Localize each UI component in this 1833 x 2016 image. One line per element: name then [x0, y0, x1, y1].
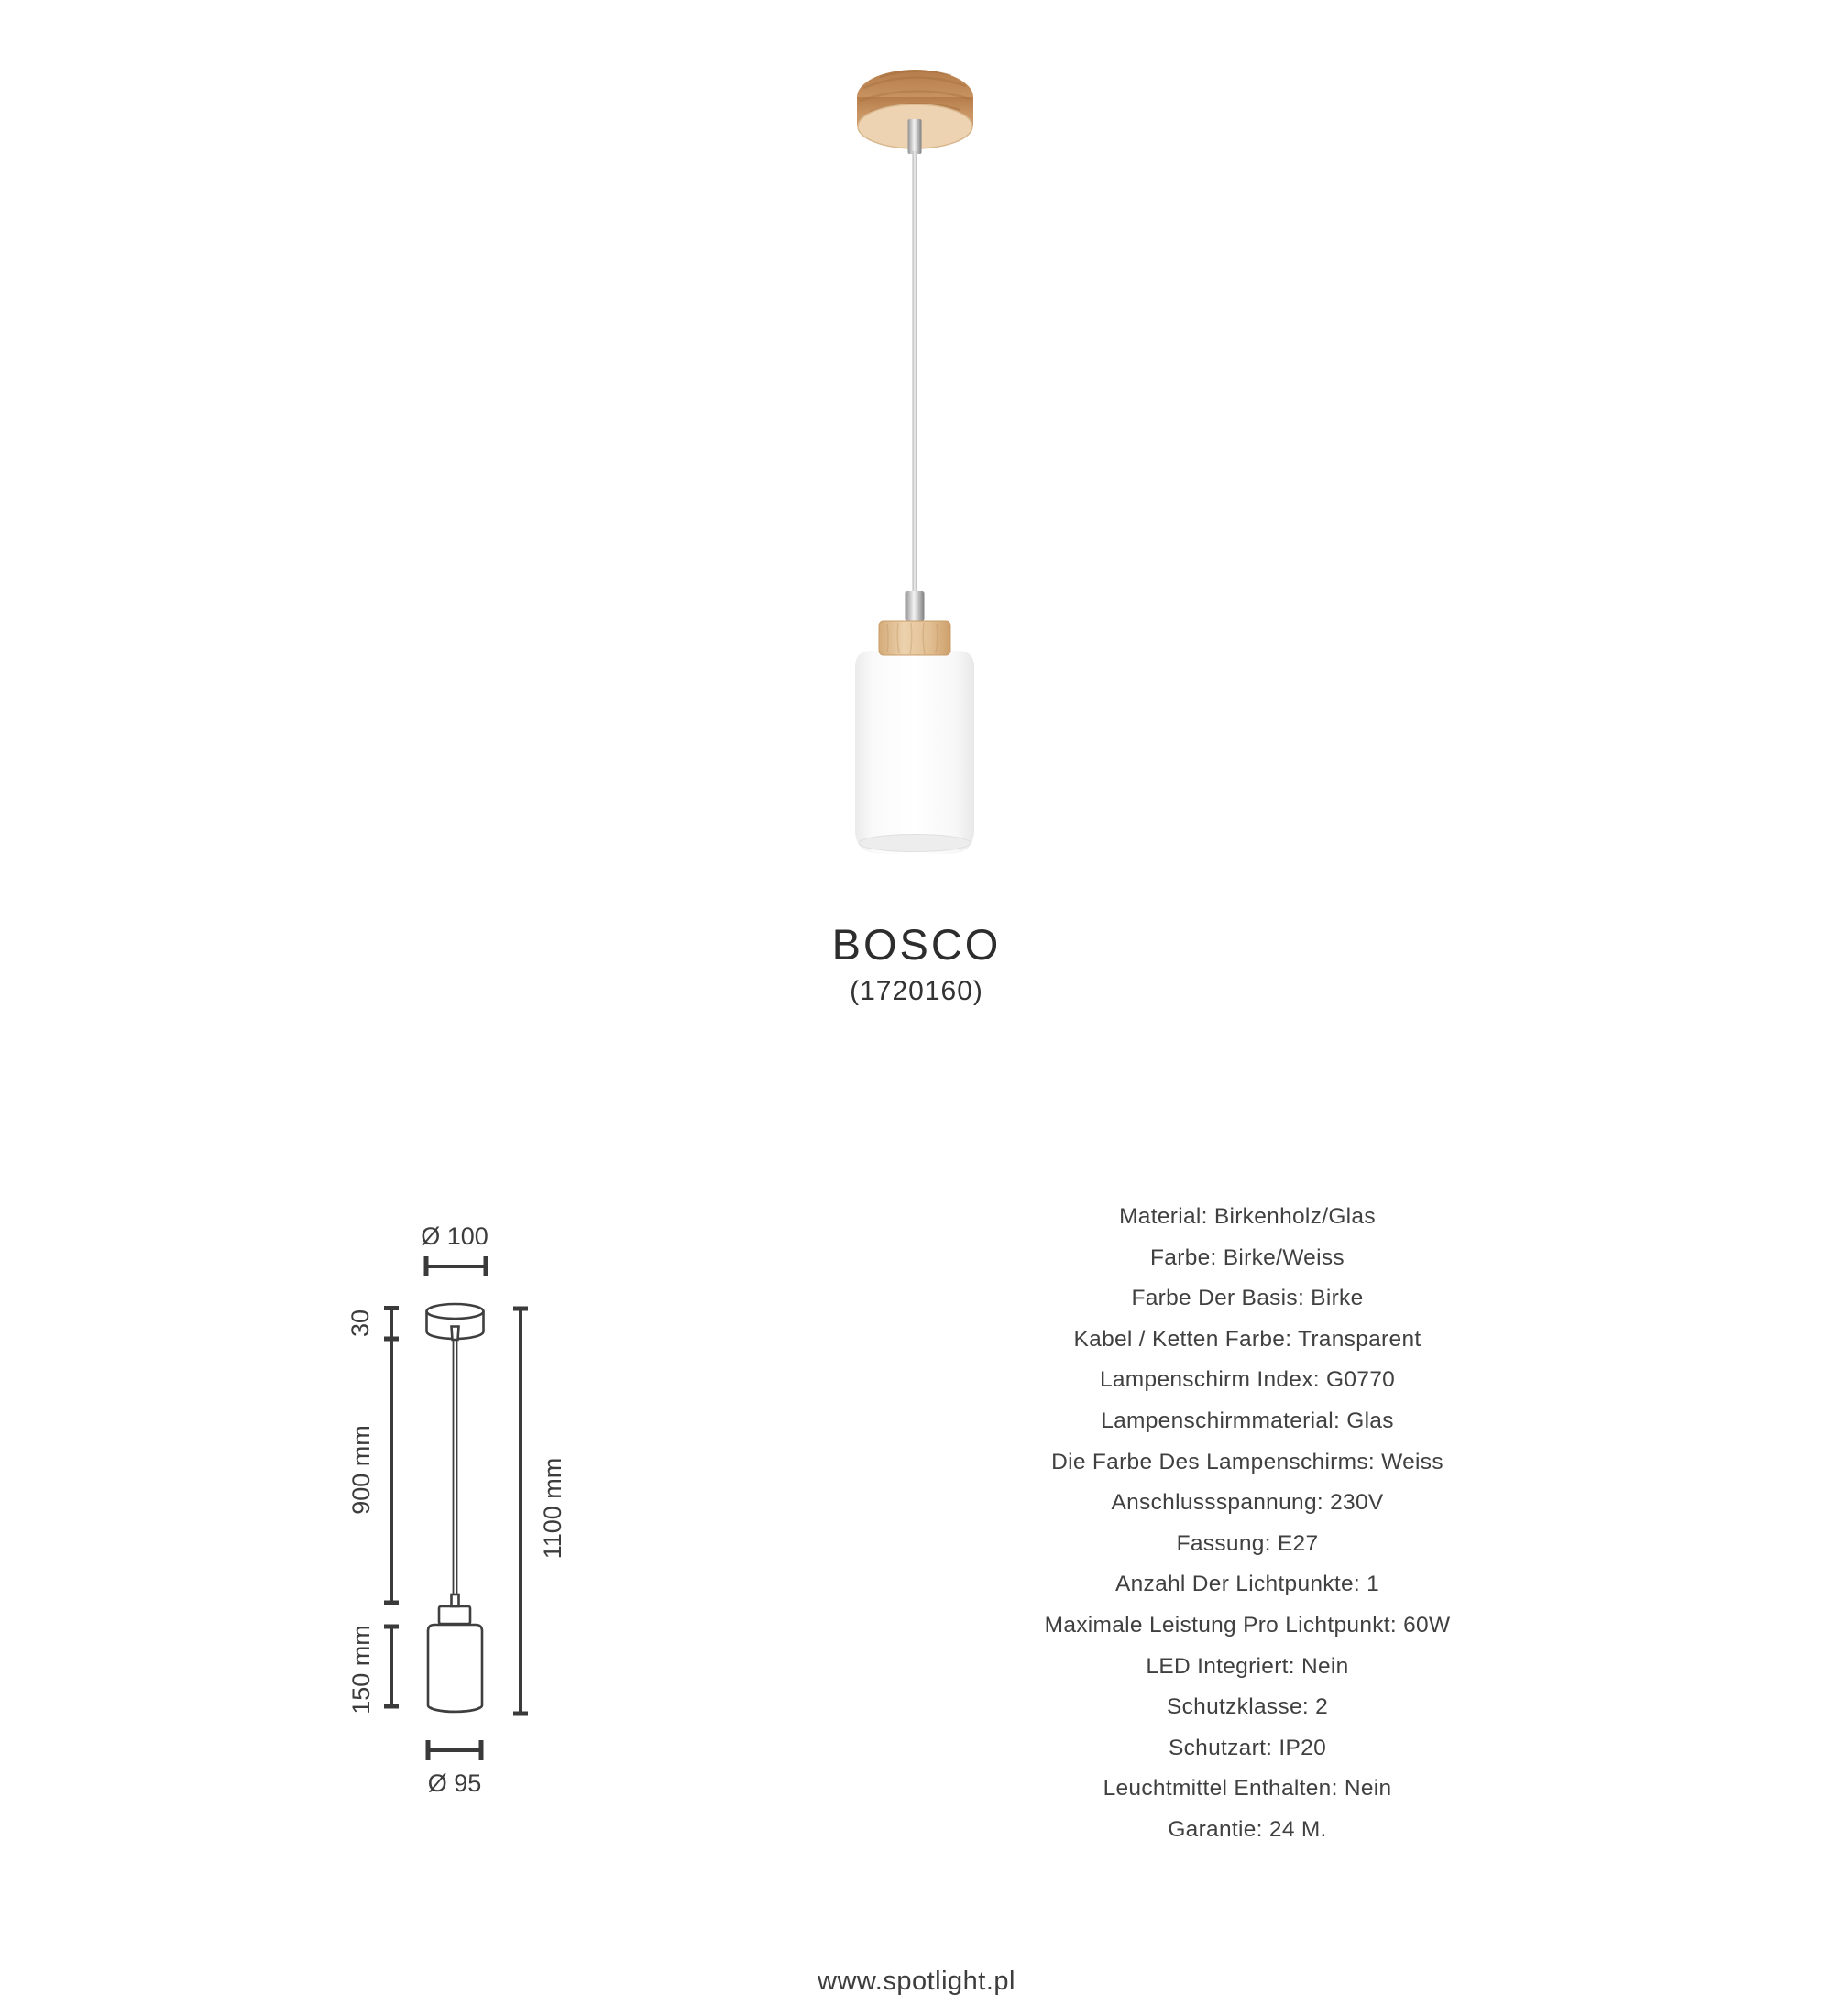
- specs-list: [881, 1197, 1614, 1851]
- canopy-outline: [427, 1304, 484, 1340]
- total-height-dim: [513, 1309, 528, 1714]
- pendant-cable: [913, 151, 917, 609]
- product-code: (1720160): [850, 975, 983, 1006]
- shade-diameter-label: Ø 95: [427, 1769, 482, 1797]
- shade-bottom-rim: [859, 835, 971, 852]
- spec-line: Material: Birkenholz/Glas: [1119, 1204, 1376, 1229]
- spec-line: Farbe: Birke/Weiss: [1150, 1244, 1345, 1270]
- spec-line: Lampenschirm Index: G0770: [1099, 1367, 1396, 1393]
- glass-shade: [855, 651, 974, 854]
- spec-line: Fassung: E27: [1176, 1530, 1319, 1556]
- cord-length-dim: [384, 1339, 399, 1603]
- cable-outline: [454, 1340, 457, 1594]
- spec-line: Leuchtmittel Enthalten: Nein: [1103, 1776, 1392, 1802]
- spec-line: LED Integriert: Nein: [1146, 1653, 1349, 1679]
- dimension-drawing: [330, 1210, 587, 1814]
- product-photo: [797, 55, 1036, 861]
- spec-line: Lampenschirmmaterial: Glas: [1101, 1408, 1394, 1433]
- shade-height-dim: [384, 1627, 399, 1706]
- canopy-diameter-dim: [426, 1256, 486, 1276]
- canopy-height-dim: [384, 1309, 399, 1340]
- spec-line: Maximale Leistung Pro Lichtpunkt: 60W: [1044, 1612, 1451, 1638]
- spec-line: Farbe Der Basis: Birke: [1131, 1286, 1364, 1311]
- spec-line: Die Farbe Des Lampenschirms: Weiss: [1051, 1449, 1443, 1474]
- cable-connector: [906, 591, 925, 621]
- spec-line: Schutzklasse: 2: [1166, 1694, 1329, 1720]
- wood-collar: [879, 621, 950, 655]
- canopy-diameter-label: Ø 100: [421, 1222, 488, 1250]
- footer: [0, 1967, 1833, 1997]
- spec-line: Garantie: 24 M.: [1168, 1816, 1327, 1842]
- spec-line: Anzahl Der Lichtpunkte: 1: [1114, 1572, 1380, 1597]
- shade-height-label: 150 mm: [347, 1625, 375, 1715]
- total-height-label: 1100 mm: [539, 1457, 566, 1560]
- canopy-stem: [908, 119, 922, 154]
- spec-line: Anschlussspannung: 230V: [1111, 1490, 1384, 1516]
- canopy-height-label: 30: [346, 1309, 374, 1338]
- website-link[interactable]: www.spotlight.pl: [818, 1967, 1015, 1996]
- product-title: BOSCO: [831, 920, 1002, 969]
- cord-length-label: 900 mm: [347, 1425, 375, 1515]
- spec-line: Schutzart: IP20: [1168, 1735, 1326, 1760]
- spec-line: Kabel / Ketten Farbe: Transparent: [1073, 1326, 1421, 1352]
- lamp-outline: [428, 1594, 482, 1712]
- shade-diameter-dim: [428, 1740, 481, 1760]
- title-block: [0, 921, 1833, 1007]
